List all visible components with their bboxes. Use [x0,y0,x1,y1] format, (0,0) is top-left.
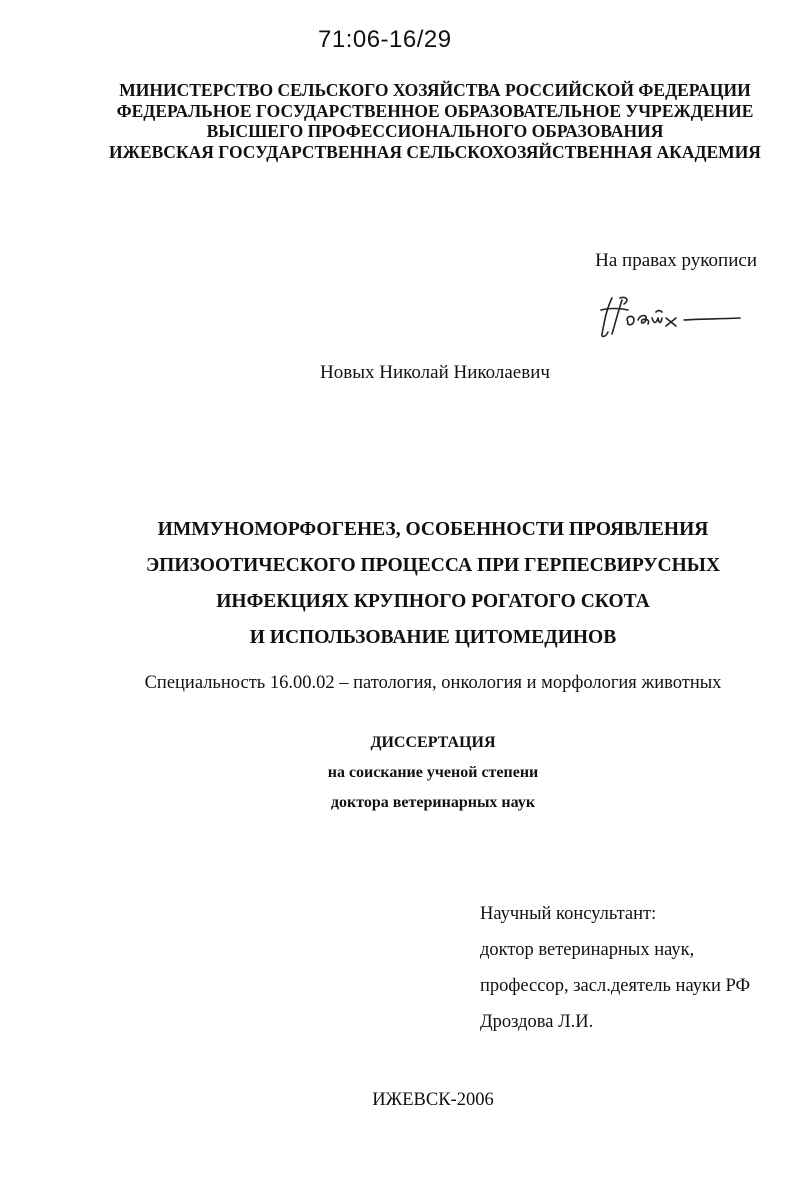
institution-line: ФЕДЕРАЛЬНОЕ ГОСУДАРСТВЕННОЕ ОБРАЗОВАТЕЛЬНОЕ УЧРЕЖДЕНИЕ [116,100,754,121]
consultant-degree: доктор ветеринарных наук, [480,940,695,960]
title-line: ЭПИЗООТИЧЕСКОГО ПРОЦЕССА ПРИ ГЕРПЕСВИРУСНЫХ [145,555,721,576]
institution-header [60,80,793,162]
manuscript-rights: На правах рукописи [595,250,757,271]
archive-code: 71:06-16/29 [318,26,452,53]
dissertation-title [0,512,793,656]
dissertation-degree: доктора ветеринарных наук [330,794,536,811]
dissertation-type: ДИССЕРТАЦИЯ [370,734,496,751]
institution-line: МИНИСТЕРСТВО СЕЛЬСКОГО ХОЗЯЙСТВА РОССИЙСКОЙ ФЕДЕРАЦИИ [119,80,751,100]
consultant-name: Дроздова Л.И. [480,1012,594,1032]
institution-line: ИЖЕВСКАЯ ГОСУДАРСТВЕННАЯ СЕЛЬСКОХОЗЯЙСТВЕННАЯ АКАДЕМИЯ [109,141,761,162]
institution-line: ВЫСШЕГО ПРОФЕССИОНАЛЬНОГО ОБРАЗОВАНИЯ [206,121,664,141]
dissertation-block [0,728,793,818]
author-name: Новых Николай Николаевич [320,362,550,383]
consultant-position: профессор, засл.деятель науки РФ [480,976,751,996]
title-line: ИММУНОМОРФОГЕНЕЗ, ОСОБЕННОСТИ ПРОЯВЛЕНИЯ [157,519,709,540]
dissertation-purpose: на соискание ученой степени [327,764,539,781]
handwritten-signature [598,290,748,340]
title-line: ИНФЕКЦИЯХ КРУПНОГО РОГАТОГО СКОТА [216,591,650,612]
specialty: Специальность 16.00.02 – патология, онкология и морфология животных [144,673,722,693]
consultant-block [480,896,750,1040]
consultant-label: Научный консультант: [480,904,657,924]
title-line: И ИСПОЛЬЗОВАНИЕ ЦИТОМЕДИНОВ [249,627,617,648]
city-year: ИЖЕВСК-2006 [372,1090,494,1110]
